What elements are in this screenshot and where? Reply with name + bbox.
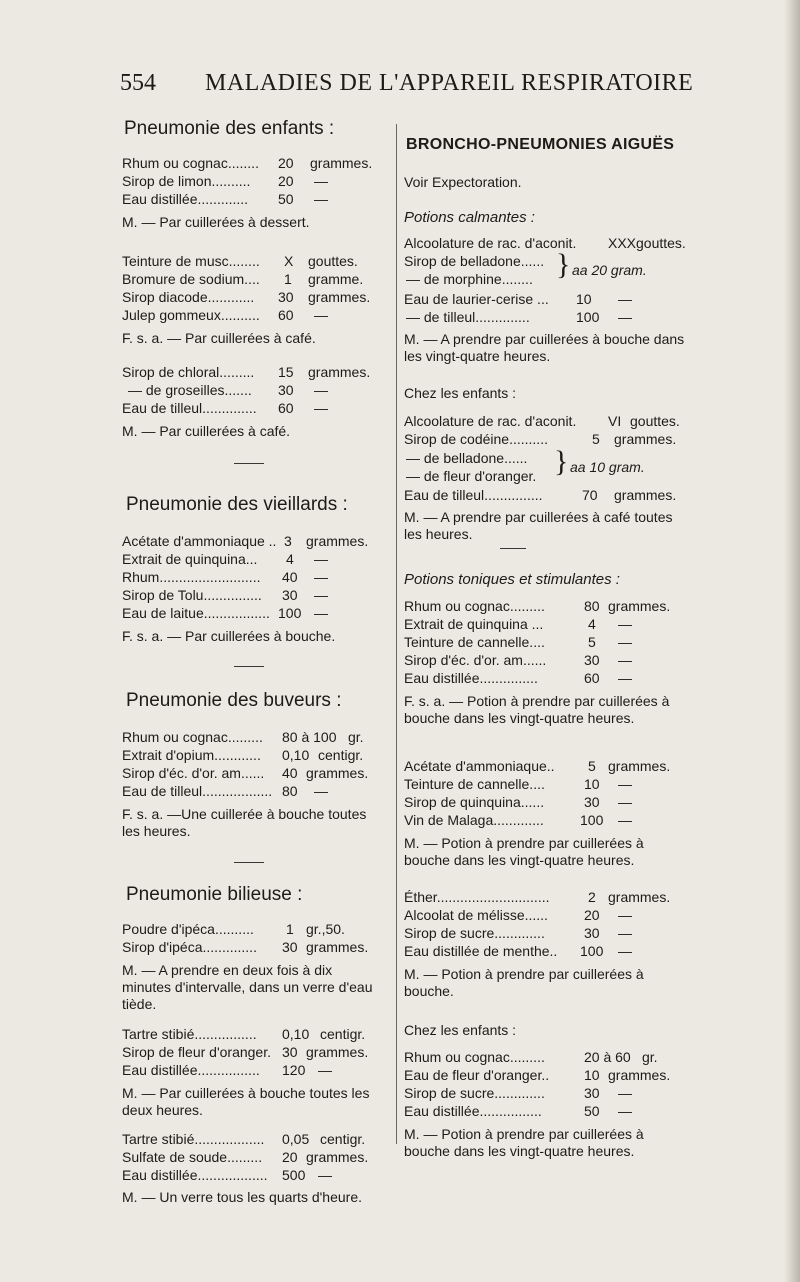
ingredient-name: Sirop de fleur d'oranger. xyxy=(122,1044,271,1060)
section-title-vieillards: Pneumonie des vieillards : xyxy=(126,494,348,515)
ingredient-name: Sirop de codéine.......... xyxy=(404,431,548,447)
subsection-title: Potions calmantes : xyxy=(404,209,535,226)
ingredient-unit: grammes. xyxy=(308,364,371,380)
ingredient-unit: grammes. xyxy=(608,758,671,774)
ingredient-unit: — xyxy=(314,191,328,207)
ingredient-qty: 30 xyxy=(282,939,298,955)
ingredient-name: Éther............................. xyxy=(404,889,550,905)
ingredient-unit: — xyxy=(618,794,632,810)
instruction: M. — Potion à prendre par cuillerées à bouche. xyxy=(404,966,644,999)
ingredient-unit: grammes. xyxy=(608,889,671,905)
ingredient-qty: 5 xyxy=(592,431,600,447)
instruction: M. — Potion à prendre par cuillerées à bouche dans les vingt-quatre heures. xyxy=(404,1126,644,1159)
ingredient-unit: grammes. xyxy=(306,765,369,781)
page-number: 554 xyxy=(120,70,156,96)
ingredient-name: Teinture de cannelle.... xyxy=(404,776,545,792)
shared-quantity: aa 20 gram. xyxy=(572,262,647,278)
ingredient-unit: — xyxy=(314,569,328,585)
ingredient-qty: 100 xyxy=(580,943,604,959)
ingredient-name: Sirop de quinquina...... xyxy=(404,794,545,810)
ingredient-qty: 100 xyxy=(580,812,604,828)
ingredient-name: Poudre d'ipéca.......... xyxy=(122,921,254,937)
ingredient-unit: gramme. xyxy=(308,271,364,287)
ingredient-name: Bromure de sodium.... xyxy=(122,271,260,287)
ingredient-name: Acétate d'ammoniaque .. xyxy=(122,533,277,549)
section-title-buveurs: Pneumonie des buveurs : xyxy=(126,690,342,711)
running-title: MALADIES DE L'APPAREIL RESPIRATOIRE xyxy=(205,70,694,96)
ingredient-unit: — xyxy=(618,670,632,686)
ingredient-name: Eau de fleur d'oranger.. xyxy=(404,1067,550,1083)
ingredient-unit: gr. xyxy=(642,1049,658,1065)
ingredient-name: Eau distillée................ xyxy=(404,1103,542,1119)
ingredient-unit: — xyxy=(618,1103,632,1119)
ingredient-unit: grammes. xyxy=(310,155,373,171)
ingredient-name: Eau de tilleul.................. xyxy=(122,783,273,799)
ingredient-unit: — xyxy=(314,307,328,323)
ingredient-name: — de morphine........ xyxy=(406,271,533,287)
ingredient-qty: 500 xyxy=(282,1167,306,1183)
ingredient-name: Alcoolat de mélisse...... xyxy=(404,907,548,923)
ingredient-unit: centigr. xyxy=(320,1026,366,1042)
ingredient-qty: 50 xyxy=(584,1103,600,1119)
instruction: M. — Par cuillerées à bouche toutes les deux heures. xyxy=(122,1085,370,1118)
ingredient-qty: 20 à 60 xyxy=(584,1049,631,1065)
ingredient-qty: 60 xyxy=(584,670,600,686)
ingredient-unit: gouttes. xyxy=(308,253,358,269)
ingredient-unit: — xyxy=(618,907,632,923)
ingredient-qty: 20 xyxy=(282,1149,298,1165)
ingredient-qty: 70 xyxy=(582,487,598,503)
ingredient-qty: VI xyxy=(608,413,622,429)
ingredient-name: Sirop d'ipéca.............. xyxy=(122,939,257,955)
ingredient-unit: centigr. xyxy=(320,1131,366,1147)
page-edge xyxy=(784,0,800,1282)
ingredient-unit: — xyxy=(618,616,632,632)
ingredient-qty: 30 xyxy=(584,925,600,941)
brace: } xyxy=(556,248,571,281)
ingredient-unit: — xyxy=(618,925,632,941)
ingredient-name: Vin de Malaga............. xyxy=(404,812,544,828)
ingredient-name: Sirop de sucre............. xyxy=(404,1085,545,1101)
ingredient-name: Tartre stibié................ xyxy=(122,1026,257,1042)
section-title-bilieuse: Pneumonie bilieuse : xyxy=(126,884,303,905)
ingredient-qty: 100 xyxy=(278,605,302,621)
instruction: F. s. a. — Potion à prendre par cuillerées à bouche dans les vingt-quatre heures. xyxy=(404,693,670,726)
ingredient-unit: — xyxy=(618,309,632,325)
section-separator xyxy=(234,666,264,667)
ingredient-unit: centigr. xyxy=(318,747,364,763)
instruction: F. s. a. —Une cuillerée à bouche toutes les heures. xyxy=(122,806,367,839)
ingredient-qty: 100 xyxy=(576,309,600,325)
ingredient-qty: 30 xyxy=(584,794,600,810)
ingredient-unit: gr. xyxy=(348,729,364,745)
ingredient-name: Eau de tilleul.............. xyxy=(122,400,257,416)
ingredient-unit: — xyxy=(314,587,328,603)
ingredient-unit: — xyxy=(314,551,328,567)
ingredient-unit: — xyxy=(318,1167,332,1183)
subsection-title: Potions toniques et stimulantes : xyxy=(404,571,620,588)
subsection-label: Chez les enfants : xyxy=(404,385,517,401)
ingredient-qty: 30 xyxy=(278,382,294,398)
ingredient-qty: X xyxy=(284,253,294,269)
ingredient-qty: 2 xyxy=(588,889,596,905)
ingredient-name: Eau distillée.................. xyxy=(122,1167,268,1183)
ingredient-unit: grammes. xyxy=(306,533,369,549)
ingredient-name: Rhum.......................... xyxy=(122,569,261,585)
ingredient-qty: 0,10 xyxy=(282,1026,310,1042)
ingredient-unit: — xyxy=(618,1085,632,1101)
instruction: M. — Par cuillerées à dessert. xyxy=(122,214,310,230)
ingredient-qty: 30 xyxy=(584,1085,600,1101)
ingredient-unit: — xyxy=(314,173,328,189)
ingredient-unit: grammes. xyxy=(308,289,371,305)
ingredient-unit: — xyxy=(318,1062,332,1078)
ingredient-unit: — xyxy=(314,783,328,799)
ingredient-name: Extrait d'opium............ xyxy=(122,747,261,763)
ingredient-name: Extrait de quinquina... xyxy=(122,551,258,567)
ingredient-qty: 30 xyxy=(282,1044,298,1060)
page-header xyxy=(0,70,800,110)
ingredient-name: Eau distillée................ xyxy=(122,1062,260,1078)
ingredient-unit: — xyxy=(618,652,632,668)
instruction: M. — Potion à prendre par cuillerées à bouche dans les vingt-quatre heures. xyxy=(404,835,644,868)
ingredient-qty: 0,05 xyxy=(282,1131,310,1147)
ingredient-unit: grammes. xyxy=(608,1067,671,1083)
ingredient-unit: — xyxy=(314,382,328,398)
ingredient-name: Sirop diacode............ xyxy=(122,289,255,305)
ingredient-qty: 40 xyxy=(282,569,298,585)
ingredient-qty: 20 xyxy=(278,173,294,189)
ingredient-name: Sirop de chloral......... xyxy=(122,364,255,380)
ingredient-unit: grammes. xyxy=(614,431,677,447)
ingredient-name: Rhum ou cognac......... xyxy=(122,729,263,745)
instruction: M. — A prendre en deux fois à dix minutes d'intervalle, dans un verre d'eau tiède. xyxy=(122,962,373,1012)
ingredient-qty: 15 xyxy=(278,364,294,380)
instruction: M. — Un verre tous les quarts d'heure. xyxy=(122,1189,362,1205)
ingredient-qty: 30 xyxy=(282,587,298,603)
ingredient-name: Sirop d'éc. d'or. am...... xyxy=(122,765,265,781)
ingredient-qty: 80 à 100 xyxy=(282,729,337,745)
ingredient-unit: grammes. xyxy=(306,1044,369,1060)
ingredient-qty: 4 xyxy=(286,551,294,567)
ingredient-qty: 4 xyxy=(588,616,596,632)
ingredient-unit: — xyxy=(618,291,632,307)
ingredient-name: Teinture de cannelle.... xyxy=(404,634,545,650)
ingredient-qty: 10 xyxy=(584,1067,600,1083)
section-separator xyxy=(234,463,264,464)
ingredient-qty: XXX xyxy=(608,235,637,251)
ingredient-name: Eau distillée............... xyxy=(404,670,538,686)
instruction: F. s. a. — Par cuillerées à café. xyxy=(122,330,316,346)
ingredient-unit: gr.,50. xyxy=(306,921,345,937)
ingredient-qty: 30 xyxy=(584,652,600,668)
ingredient-name: Eau de laurier-cerise ... xyxy=(404,291,549,307)
ingredient-name: Alcoolature de rac. d'aconit. xyxy=(404,413,577,429)
ingredient-qty: 0,10 xyxy=(282,747,310,763)
ingredient-name: Sirop d'éc. d'or. am...... xyxy=(404,652,547,668)
ingredient-name: Rhum ou cognac......... xyxy=(404,598,545,614)
ingredient-qty: 80 xyxy=(282,783,298,799)
ingredient-unit: — xyxy=(618,634,632,650)
ingredient-name: Rhum ou cognac......... xyxy=(404,1049,545,1065)
ingredient-qty: 5 xyxy=(588,634,596,650)
ingredient-name: Extrait de quinquina ... xyxy=(404,616,544,632)
ingredient-qty: 30 xyxy=(278,289,294,305)
column-divider xyxy=(396,124,397,1144)
ingredient-name: Eau distillée............. xyxy=(122,191,249,207)
ingredient-unit: — xyxy=(618,776,632,792)
ingredient-name: Eau de laitue................. xyxy=(122,605,270,621)
section-separator xyxy=(234,862,264,863)
ingredient-qty: 5 xyxy=(588,758,596,774)
ingredient-name: Alcoolature de rac. d'aconit. xyxy=(404,235,577,251)
subsection-label: Chez les enfants : xyxy=(404,1022,517,1038)
ingredient-name: Sirop de belladone...... xyxy=(404,253,545,269)
ingredient-name: — de groseilles....... xyxy=(128,382,252,398)
ingredient-qty: 60 xyxy=(278,307,294,323)
ingredient-unit: grammes. xyxy=(608,598,671,614)
ingredient-unit: gouttes. xyxy=(636,235,686,251)
ingredient-name: — de fleur d'oranger. xyxy=(406,468,537,484)
ingredient-name: Sirop de Tolu............... xyxy=(122,587,262,603)
ingredient-name: Acétate d'ammoniaque.. xyxy=(404,758,555,774)
section-title-enfants: Pneumonie des enfants : xyxy=(124,118,335,139)
ingredient-unit: — xyxy=(618,812,632,828)
ingredient-qty: 10 xyxy=(576,291,592,307)
ingredient-name: — de tilleul.............. xyxy=(406,309,530,325)
ingredient-qty: 20 xyxy=(278,155,294,171)
section-title-broncho: BRONCHO-PNEUMONIES AIGUËS xyxy=(406,136,675,153)
ingredient-name: — de belladone...... xyxy=(406,450,528,466)
ingredient-name: Eau de tilleul............... xyxy=(404,487,543,503)
ingredient-name: Rhum ou cognac........ xyxy=(122,155,259,171)
instruction: M. — A prendre par cuillerées à café toutes les heures. xyxy=(404,509,673,542)
ingredient-qty: 60 xyxy=(278,400,294,416)
instruction: F. s. a. — Par cuillerées à bouche. xyxy=(122,628,336,644)
ingredient-unit: grammes. xyxy=(306,1149,369,1165)
shared-quantity: aa 10 gram. xyxy=(570,459,645,475)
ingredient-qty: 80 xyxy=(584,598,600,614)
ingredient-unit: — xyxy=(618,943,632,959)
instruction: M. — A prendre par cuillerées à bouche dans les vingt-quatre heures. xyxy=(404,331,685,364)
section-separator xyxy=(500,548,526,549)
ingredient-qty: 3 xyxy=(284,533,292,549)
ingredient-name: Sirop de sucre............. xyxy=(404,925,545,941)
ingredient-name: Eau distillée de menthe.. xyxy=(404,943,558,959)
ingredient-qty: 1 xyxy=(286,921,294,937)
ingredient-unit: gouttes. xyxy=(630,413,680,429)
brace: } xyxy=(554,445,569,478)
ingredient-name: Sirop de limon.......... xyxy=(122,173,251,189)
instruction: M. — Par cuillerées à café. xyxy=(122,423,291,439)
cross-reference: Voir Expectoration. xyxy=(404,174,522,190)
ingredient-unit: — xyxy=(314,605,328,621)
ingredient-qty: 120 xyxy=(282,1062,306,1078)
ingredient-unit: grammes. xyxy=(614,487,677,503)
ingredient-qty: 20 xyxy=(584,907,600,923)
ingredient-qty: 1 xyxy=(284,271,292,287)
ingredient-name: Sulfate de soude......... xyxy=(122,1149,263,1165)
ingredient-unit: grammes. xyxy=(306,939,369,955)
ingredient-name: Tartre stibié.................. xyxy=(122,1131,265,1147)
ingredient-name: Teinture de musc........ xyxy=(122,253,260,269)
ingredient-qty: 50 xyxy=(278,191,294,207)
ingredient-unit: — xyxy=(314,400,328,416)
ingredient-qty: 10 xyxy=(584,776,600,792)
ingredient-name: Julep gommeux.......... xyxy=(122,307,260,323)
ingredient-qty: 40 xyxy=(282,765,298,781)
